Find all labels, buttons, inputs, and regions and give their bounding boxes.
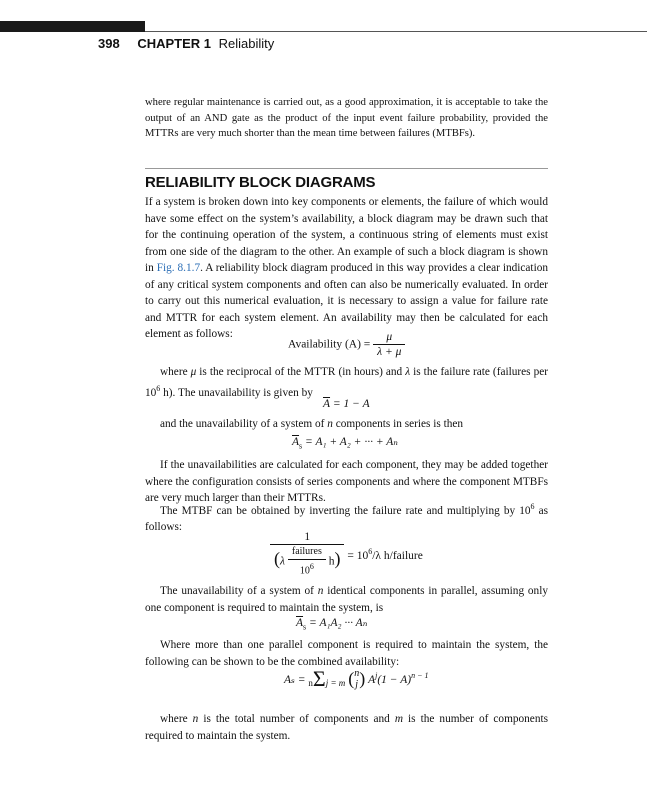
paragraph-6: The unavailability of a system of n identical components in parallel, assuming only one component is required to maintain the system, is [145, 585, 548, 614]
paragraph-7: Where more than one parallel component is required to maintain the system, the following can be shown to be the combined availability: [145, 639, 548, 668]
equation-series: $\overline{A}_s = A_1 + A_2$ + ··· + Aₙ [292, 436, 398, 451]
intro-paragraph: where regular maintenance is carried out, as a good approximation, it is acceptable to take the output of an AND gate as the product of the input event failure probability, provided the MTTRs are very much shorter than the mean time between failures (MTBFs). [145, 97, 548, 139]
paragraph-3: and the unavailability of a system of n components in series is then [160, 418, 464, 430]
chapter-label: CHAPTER 1 [137, 36, 212, 51]
equation-parallel: $\overline{A}_s = A_1A_2$ ··· Aₙ [296, 617, 368, 632]
page-number: 398 [98, 36, 120, 51]
paragraph-4: If the unavailabilities are calculated for each component, they may be added together where the configuration consists of series components and where the component MTBFs are very much larger than their MTTRs. [145, 459, 548, 504]
paragraph-2: where μ is the reciprocal of the MTTR (in hours) and λ is the failure rate (failures per $10^6$ h). The unavailability is given by [145, 366, 548, 399]
header-bar [0, 21, 145, 32]
paragraph-8: where n is the total number of components and m is the number of components required to maintain the system. [145, 713, 549, 742]
equation-combined-availability: Aₛ = nΣj = m ( n j ) $A^j(1 - A)^{n - 1}$ [284, 666, 429, 691]
section-heading: RELIABILITY BLOCK DIAGRAMS [145, 174, 376, 191]
header-rule [145, 31, 647, 32]
paragraph-5: The MTBF can be obtained by inverting the failure rate and multiplying by $10^6$ as follows: [145, 502, 548, 534]
equation-mtbf: 1 (λ $\frac{\text{failures}}{10^6}$ h) = $10^6/\lambda$ h/failure [270, 530, 423, 578]
chapter-subtitle: Reliability [218, 36, 275, 51]
paragraph-1: If a system is broken down into key components or elements, the failure of which would have some effect on the system’s availability, a block diagram may be drawn such that for the continuing operation of the system, a continuous string of elements must exist from one side of the diagram to the other. An example of such a block diagram is shown in Fig. 8.1.7. A reliability block diagram produced in this way provides a clear indication of any critical system components and often can also be numerically evaluated. In order to carry out this numerical evaluation, it is necessary to assign a value for failure rate and MTTR for each system element. An availability may then be calculated for each element as follows: [145, 196, 549, 340]
running-header [98, 36, 274, 51]
equation-unavailability: $\overline{A} = 1 - A$ [323, 398, 370, 410]
section-rule [145, 168, 548, 169]
equation-availability: Availability (A) = $\frac{\mu}{\lambda + \mu}$ [288, 330, 405, 359]
figure-link[interactable]: Fig. 8.1.7 [156, 262, 201, 274]
